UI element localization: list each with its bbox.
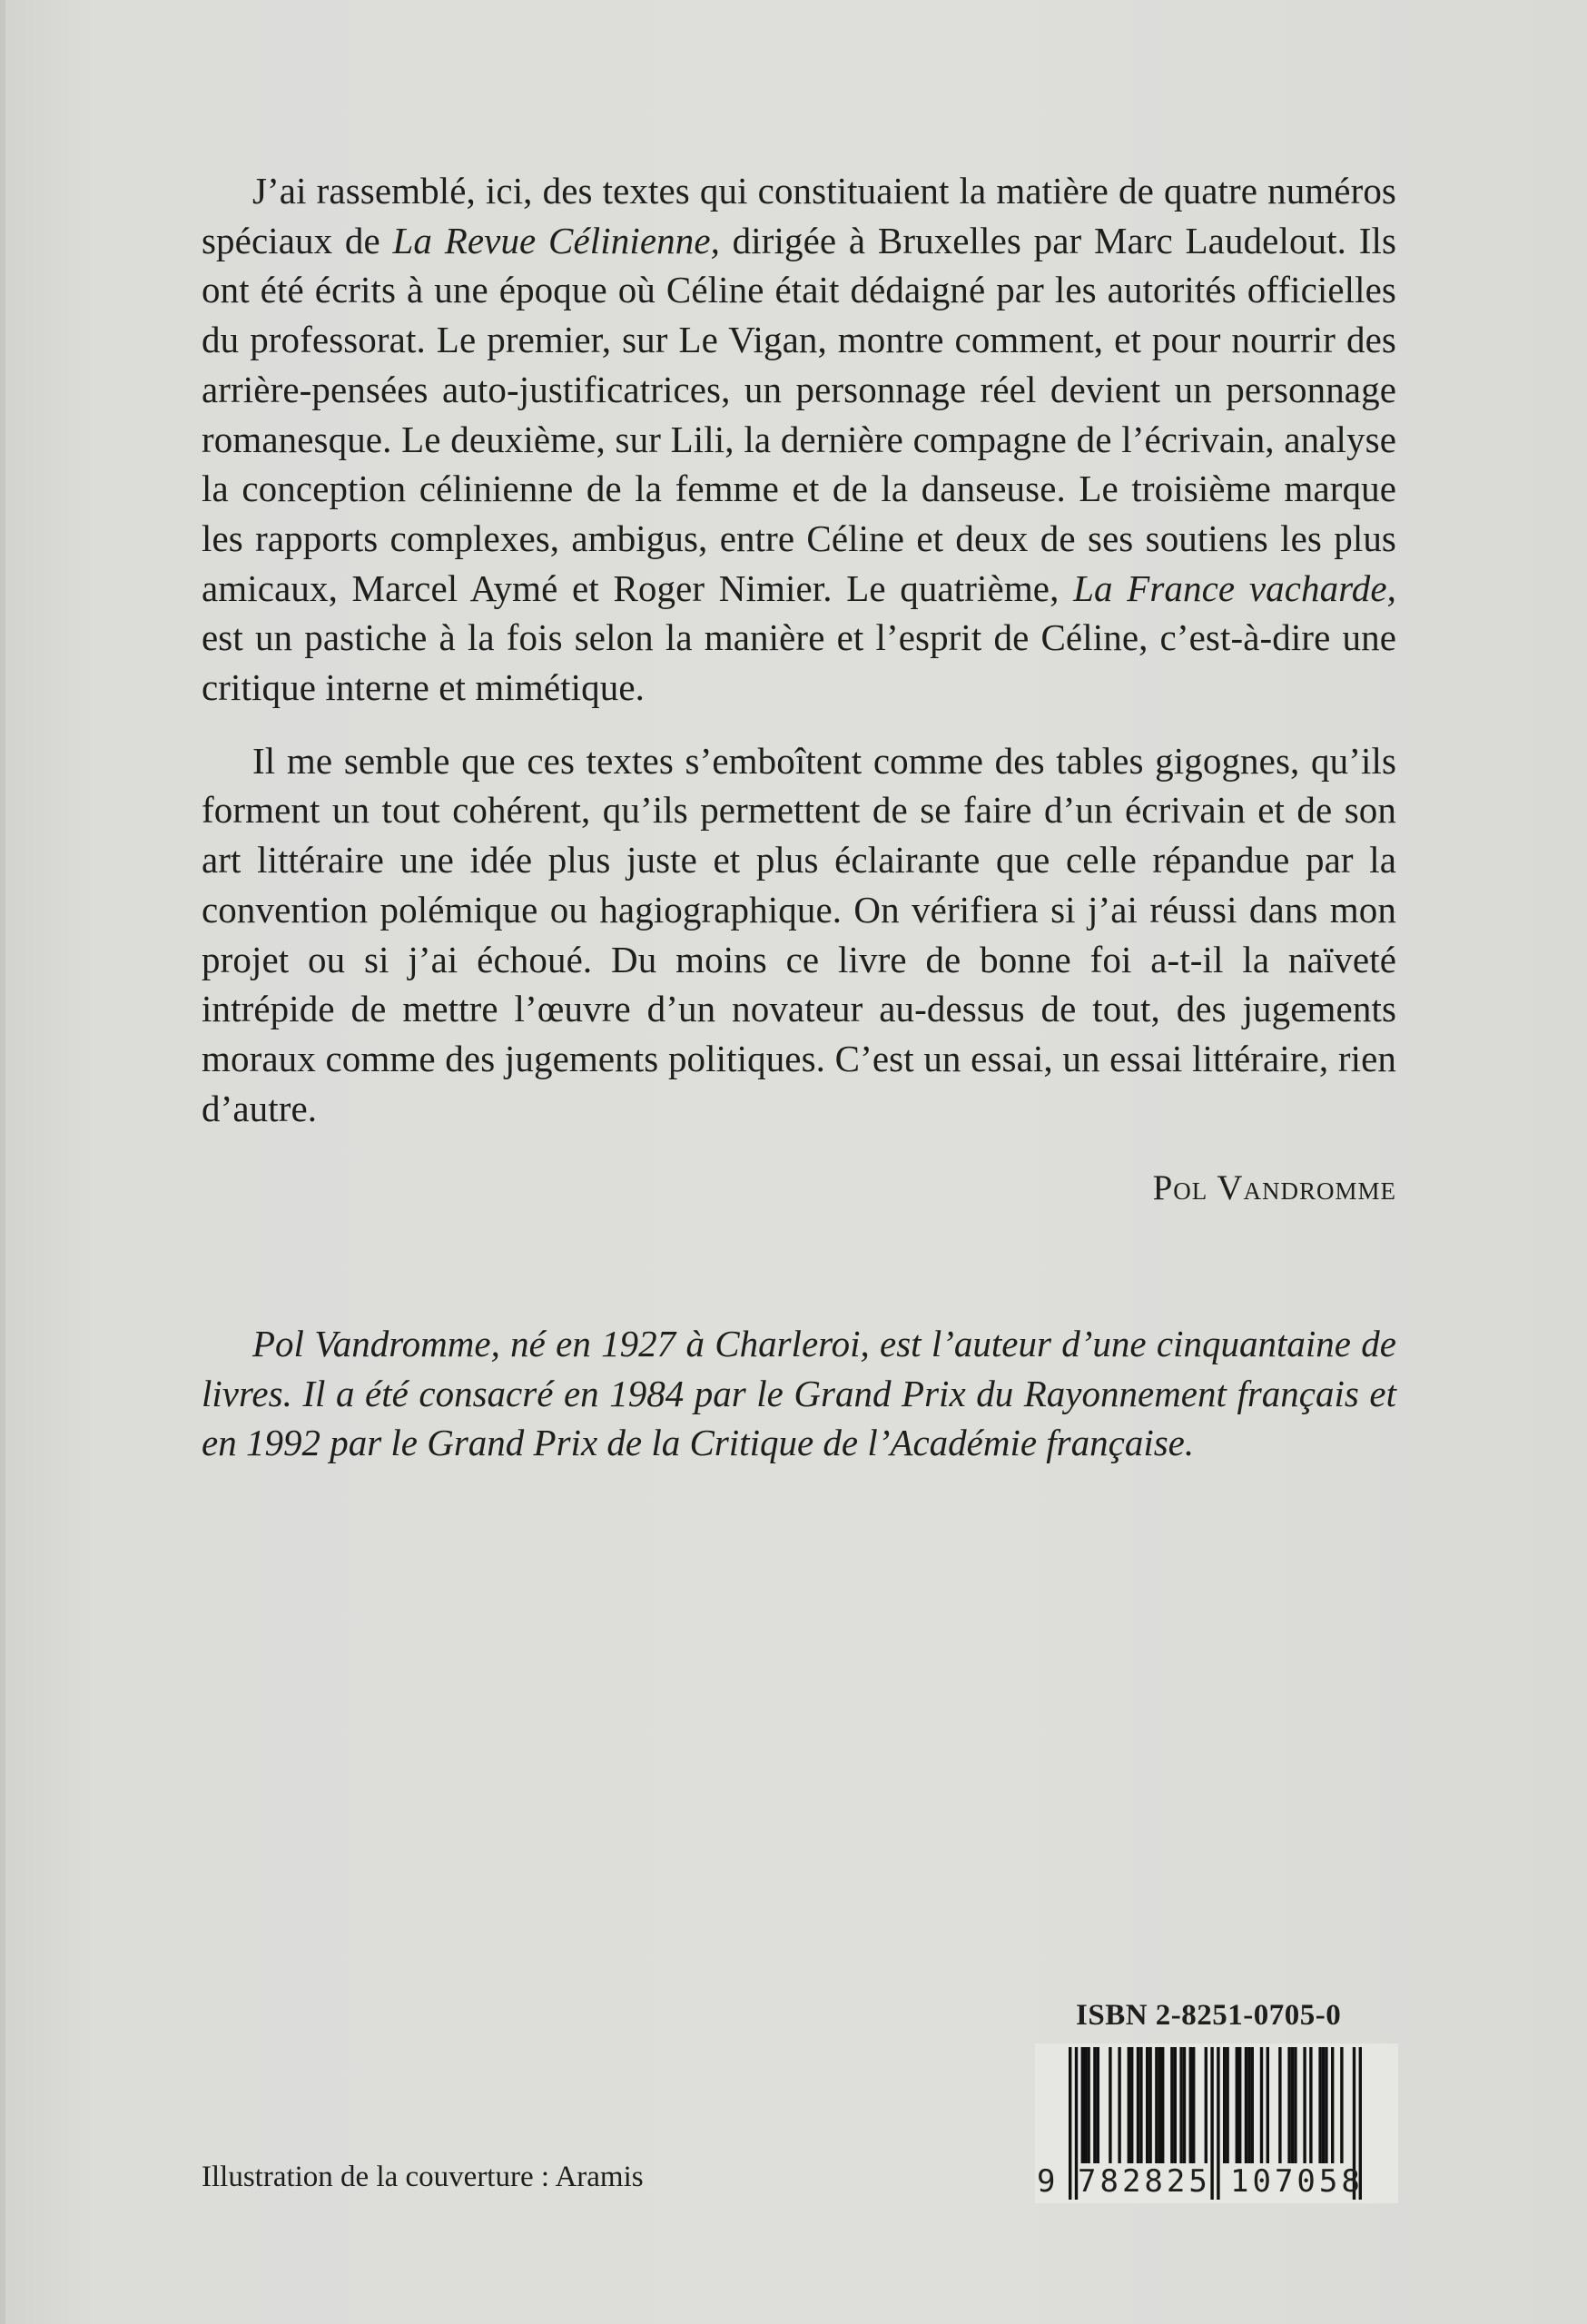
barcode-bar	[1179, 2047, 1182, 2163]
barcode-left-digits: 782825	[1078, 2163, 1211, 2200]
barcode-bar	[1084, 2047, 1087, 2163]
blurb-paragraph-2	[202, 736, 1396, 1134]
barcode-bar	[1260, 2047, 1263, 2163]
barcode-bar	[1146, 2047, 1148, 2163]
cover-illustration-credit: Illustration de la couverture : Aramis	[202, 2161, 644, 2193]
text-run: Il me semble que ces textes s’emboîtent comme des tables gigognes, qu’ils forment un tout cohérent, qu’ils permettent de se faire d’un écrivain et de son art littéraire une idée plus juste et plus éclairante que celle répandue par la convention polémique ou hagiographique. On vérifiera si j’ai réussi dans mon projet ou si j’ai échoué. Du moins ce livre de bonne foi a-t-il la naïveté intrépide de mettre l’œuvre d’un novateur au-dessus de tout, des jugements moraux comme des jugements politiques. C’est un essai, un essai littéraire, rien d’autre.	[202, 739, 1396, 1129]
barcode-bar	[1247, 2047, 1250, 2163]
text-run: est un pastiche à la fois selon la manière et l’esprit de Céline, c’est-à-dire une critique interne et mimétique.	[202, 616, 1396, 709]
barcode-bar	[1325, 2047, 1327, 2163]
barcode-bar	[1238, 2047, 1241, 2163]
barcode-bar	[1294, 2047, 1296, 2163]
barcode-bar	[1137, 2047, 1139, 2163]
barcode-bar	[1267, 2047, 1269, 2163]
blurb-paragraph-1	[202, 166, 1396, 713]
barcode-bar	[1278, 2047, 1281, 2163]
barcode-bar	[1223, 2047, 1226, 2163]
barcode-bar	[1118, 2047, 1120, 2163]
barcode-bar	[1148, 2047, 1151, 2163]
barcode-bar	[1087, 2047, 1089, 2163]
barcode-bar	[1161, 2047, 1164, 2163]
barcode-bar	[1322, 2047, 1325, 2163]
barcode-bar	[1081, 2047, 1084, 2163]
barcode-digits	[1035, 2163, 1398, 2203]
barcode-bar	[1303, 2047, 1306, 2163]
barcode	[1035, 2043, 1398, 2203]
cover-edge	[0, 0, 5, 2324]
author-bio: Pol Vandromme, né en 1927 à Charleroi, est l’auteur d’une cinquantaine de livres. Il a été consacré en 1984 par le Grand Prix du Rayonnement français et en 1992 par le Grand Prix de la Critique de l’Académie française.	[202, 1323, 1396, 1464]
barcode-bar	[1170, 2047, 1173, 2163]
blurb-text	[202, 166, 1396, 1133]
barcode-bar	[1192, 2047, 1195, 2163]
barcode-bar	[1331, 2047, 1334, 2163]
barcode-bar	[1093, 2047, 1096, 2163]
barcode-bar	[1189, 2047, 1192, 2163]
barcode-bar	[1287, 2047, 1290, 2163]
barcode-bar	[1130, 2047, 1133, 2163]
barcode-bar	[1109, 2047, 1111, 2163]
text-run: dirigée à Bruxelles par Marc Laudelout. Ils ont été écrits à une époque où Céline était dédaigné par les autorités officielles du professorat. Le premier, sur Le Vigan, montre comment, et pour nourrir des arrière-pensées auto-justificatrices, un personnage réel devient un personnage romanesque. Le deuxième, sur Lili, la dernière compagne de l’écrivain, analyse la conception célinienne de la femme et de la danseuse. Le troisième marque les rapports complexes, ambigus, entre Céline et deux de ses soutiens les plus amicaux, Marcel Aymé et Roger Nimier. Le quatrième,	[202, 219, 1396, 609]
author-signature: Pol Vandromme	[1152, 1168, 1396, 1207]
text-run: J’ai rassemblé, ici, des textes qui constituaient la matière de quatre numéros spéciaux de	[202, 170, 1396, 261]
barcode-right-digits: 107058	[1230, 2163, 1364, 2200]
barcode-bar	[1291, 2047, 1294, 2163]
barcode-bar	[1183, 2047, 1186, 2163]
isbn-label: ISBN 2-8251-0705-0	[1076, 1999, 1342, 2032]
barcode-bar	[1236, 2047, 1238, 2163]
italic-title: La France vacharde,	[1073, 566, 1396, 609]
barcode-bar	[1251, 2047, 1254, 2163]
barcode-bar	[1097, 2047, 1099, 2163]
barcode-bar	[1158, 2047, 1161, 2163]
barcode-bar	[1128, 2047, 1130, 2163]
barcode-bar	[1245, 2047, 1247, 2163]
barcode-bar	[1205, 2047, 1208, 2163]
barcode-bar	[1139, 2047, 1142, 2163]
barcode-bar	[1226, 2047, 1228, 2163]
barcode-bar	[1309, 2047, 1312, 2163]
barcode-bar	[1174, 2047, 1177, 2163]
barcode-bar	[1340, 2047, 1343, 2163]
barcode-bar	[1155, 2047, 1158, 2163]
italic-title: La Revue Célinienne,	[392, 219, 720, 261]
barcode-lead-digit: 9	[1037, 2163, 1056, 2200]
barcode-bar	[1318, 2047, 1321, 2163]
